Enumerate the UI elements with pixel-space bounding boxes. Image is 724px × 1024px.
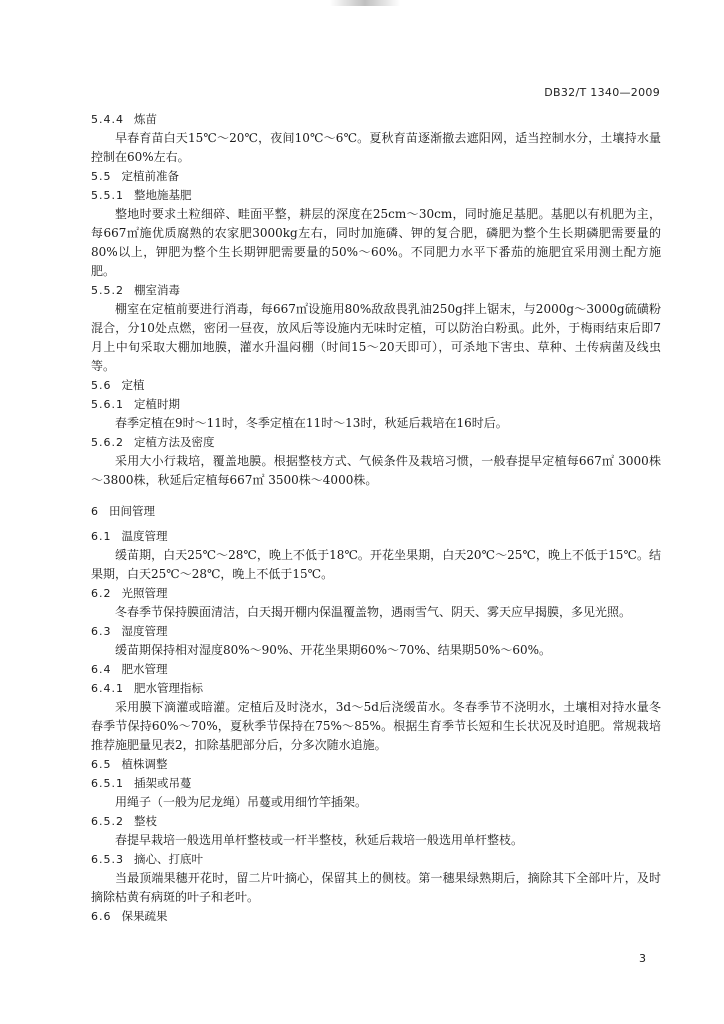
- section-number: 6.2: [91, 587, 112, 600]
- section-number: 5.4.4: [91, 113, 124, 126]
- section-heading: [91, 622, 661, 641]
- section-heading: [91, 774, 661, 793]
- section-heading: [91, 376, 661, 395]
- section-number: 6.4.1: [91, 682, 124, 695]
- section-heading: [91, 395, 661, 414]
- page-number: 3: [639, 952, 646, 965]
- paragraph: 采用膜下滴灌或暗灌。定植后及时浇水，3d～5d后浇缓苗水。冬春季节不浇明水，土壤相对持水量冬春季节保持60%～70%，夏秋季节保持在75%～85%。根据生育季节长短和生长状况及时追肥。常规栽培推荐施肥量见表2，扣除基肥部分后，分多次随水追施。: [91, 700, 661, 752]
- section-heading: [91, 502, 661, 521]
- section-number: 6: [91, 505, 99, 518]
- section-number: 6.3: [91, 625, 112, 638]
- section-title: 定植时期: [134, 397, 180, 411]
- section-title: 光照管理: [121, 586, 168, 600]
- section-number: 5.6: [91, 379, 112, 392]
- paragraph: 缓苗期，白天25℃～28℃，晚上不低于18℃。开花坐果期，白天20℃～25℃，晚上不低于15℃。结果期，白天25℃～28℃，晚上不低于15℃。: [91, 548, 661, 581]
- section-title: 定植: [121, 378, 145, 392]
- section-number: 5.6.1: [91, 398, 124, 411]
- section-heading: [91, 660, 661, 679]
- section-heading: [91, 907, 661, 926]
- paragraph: 当最顶端果穗开花时，留二片叶摘心，保留其上的侧枝。第一穗果绿熟期后，摘除其下全部叶片，及时摘除枯黄有病斑的叶子和老叶。: [91, 871, 661, 904]
- paragraph: 用绳子（一般为尼龙绳）吊蔓或用细竹竿插架。: [115, 795, 368, 809]
- paragraph: 早春育苗白天15℃～20℃，夜间10℃～6℃。夏秋育苗逐渐撤去遮阳网，适当控制水分，土壤持水量控制在60%左右。: [91, 131, 661, 164]
- paragraph: 缓苗期保持相对湿度80%～90%、开花坐果期60%～70%、结果期50%～60%。: [115, 643, 552, 657]
- paragraph: 整地时要求土粒细碎、畦面平整，耕层的深度在25cm～30cm，同时施足基肥。基肥以有机肥为主，每667㎡施优质腐熟的农家肥3000kg左右，同时加施磷、钾的复合肥，磷肥为整个生长期磷肥需要量的80%以上，钾肥为整个生长期钾肥需要量的50%～60%。不同肥力水平下番茄的施肥宜采用测土配方施肥。: [91, 207, 661, 278]
- section-number: 5.6.2: [91, 436, 124, 449]
- section-number: 6.5.3: [91, 853, 124, 866]
- paragraph: 春季定植在9时～11时，冬季定植在11时～13时，秋延后栽培在16时后。: [115, 416, 508, 430]
- section-heading: [91, 110, 661, 129]
- section-title: 植株调整: [121, 757, 168, 771]
- section-heading: [91, 433, 661, 452]
- section-heading: [91, 281, 661, 300]
- section-heading: [91, 812, 661, 831]
- section-title: 定植方法及密度: [134, 435, 215, 449]
- section-title: 整地施基肥: [134, 188, 192, 202]
- document-body: [91, 110, 661, 926]
- section-heading: [91, 679, 661, 698]
- section-number: 5.5: [91, 170, 112, 183]
- section-number: 6.6: [91, 910, 112, 923]
- section-heading: [91, 527, 661, 546]
- section-number: 6.1: [91, 530, 112, 543]
- section-title: 湿度管理: [121, 624, 168, 638]
- section-heading: [91, 850, 661, 869]
- section-number: 6.5.1: [91, 777, 124, 790]
- section-title: 定植前准备: [121, 169, 179, 183]
- section-title: 温度管理: [121, 529, 168, 543]
- section-title: 插架或吊蔓: [134, 776, 192, 790]
- paragraph: 采用大小行栽培，覆盖地膜。根据整枝方式、气候条件及栽培习惯，一般春提早定植每667㎡ 3000株～3800株，秋延后定植每667㎡ 3500株～4000株。: [91, 454, 661, 487]
- section-number: 5.5.1: [91, 189, 124, 202]
- section-title: 肥水管理指标: [134, 681, 203, 695]
- section-title: 整枝: [134, 814, 157, 828]
- section-title: 田间管理: [109, 504, 155, 518]
- section-title: 棚室消毒: [134, 283, 180, 297]
- section-number: 6.4: [91, 663, 112, 676]
- paragraph: 冬春季节保持膜面清洁，白天揭开棚内保温覆盖物，遇雨雪气、阴天、雾天应早揭膜，多见光照。: [115, 605, 632, 619]
- section-heading: [91, 186, 661, 205]
- section-number: 5.5.2: [91, 284, 124, 297]
- section-title: 炼苗: [134, 112, 157, 126]
- paragraph: 棚室在定植前要进行消毒，每667㎡设施用80%敌敌畏乳油250g拌上锯末，与2000g～3000g硫磺粉混合，分10处点燃，密闭一昼夜，放风后等设施内无味时定植，可以防治白粉虱。此外，于梅雨结束后即7月上中旬采取大棚加地膜，灌水升温闷棚（时间15～20天即可），可杀地下害虫、草种、土传病菌及线虫等。: [91, 302, 661, 373]
- section-number: 6.5: [91, 758, 112, 771]
- standard-code: DB32/T 1340—2009: [544, 86, 660, 99]
- section-heading: [91, 167, 661, 186]
- section-heading: [91, 755, 661, 774]
- section-heading: [91, 584, 661, 603]
- section-title: 摘心、打底叶: [134, 852, 203, 866]
- section-title: 保果疏果: [121, 909, 168, 923]
- paragraph: 春提早栽培一般选用单杆整枝或一杆半整枝，秋延后栽培一般选用单杆整枝。: [115, 833, 524, 847]
- section-title: 肥水管理: [121, 662, 168, 676]
- scan-smudge: [330, 0, 400, 6]
- section-number: 6.5.2: [91, 815, 124, 828]
